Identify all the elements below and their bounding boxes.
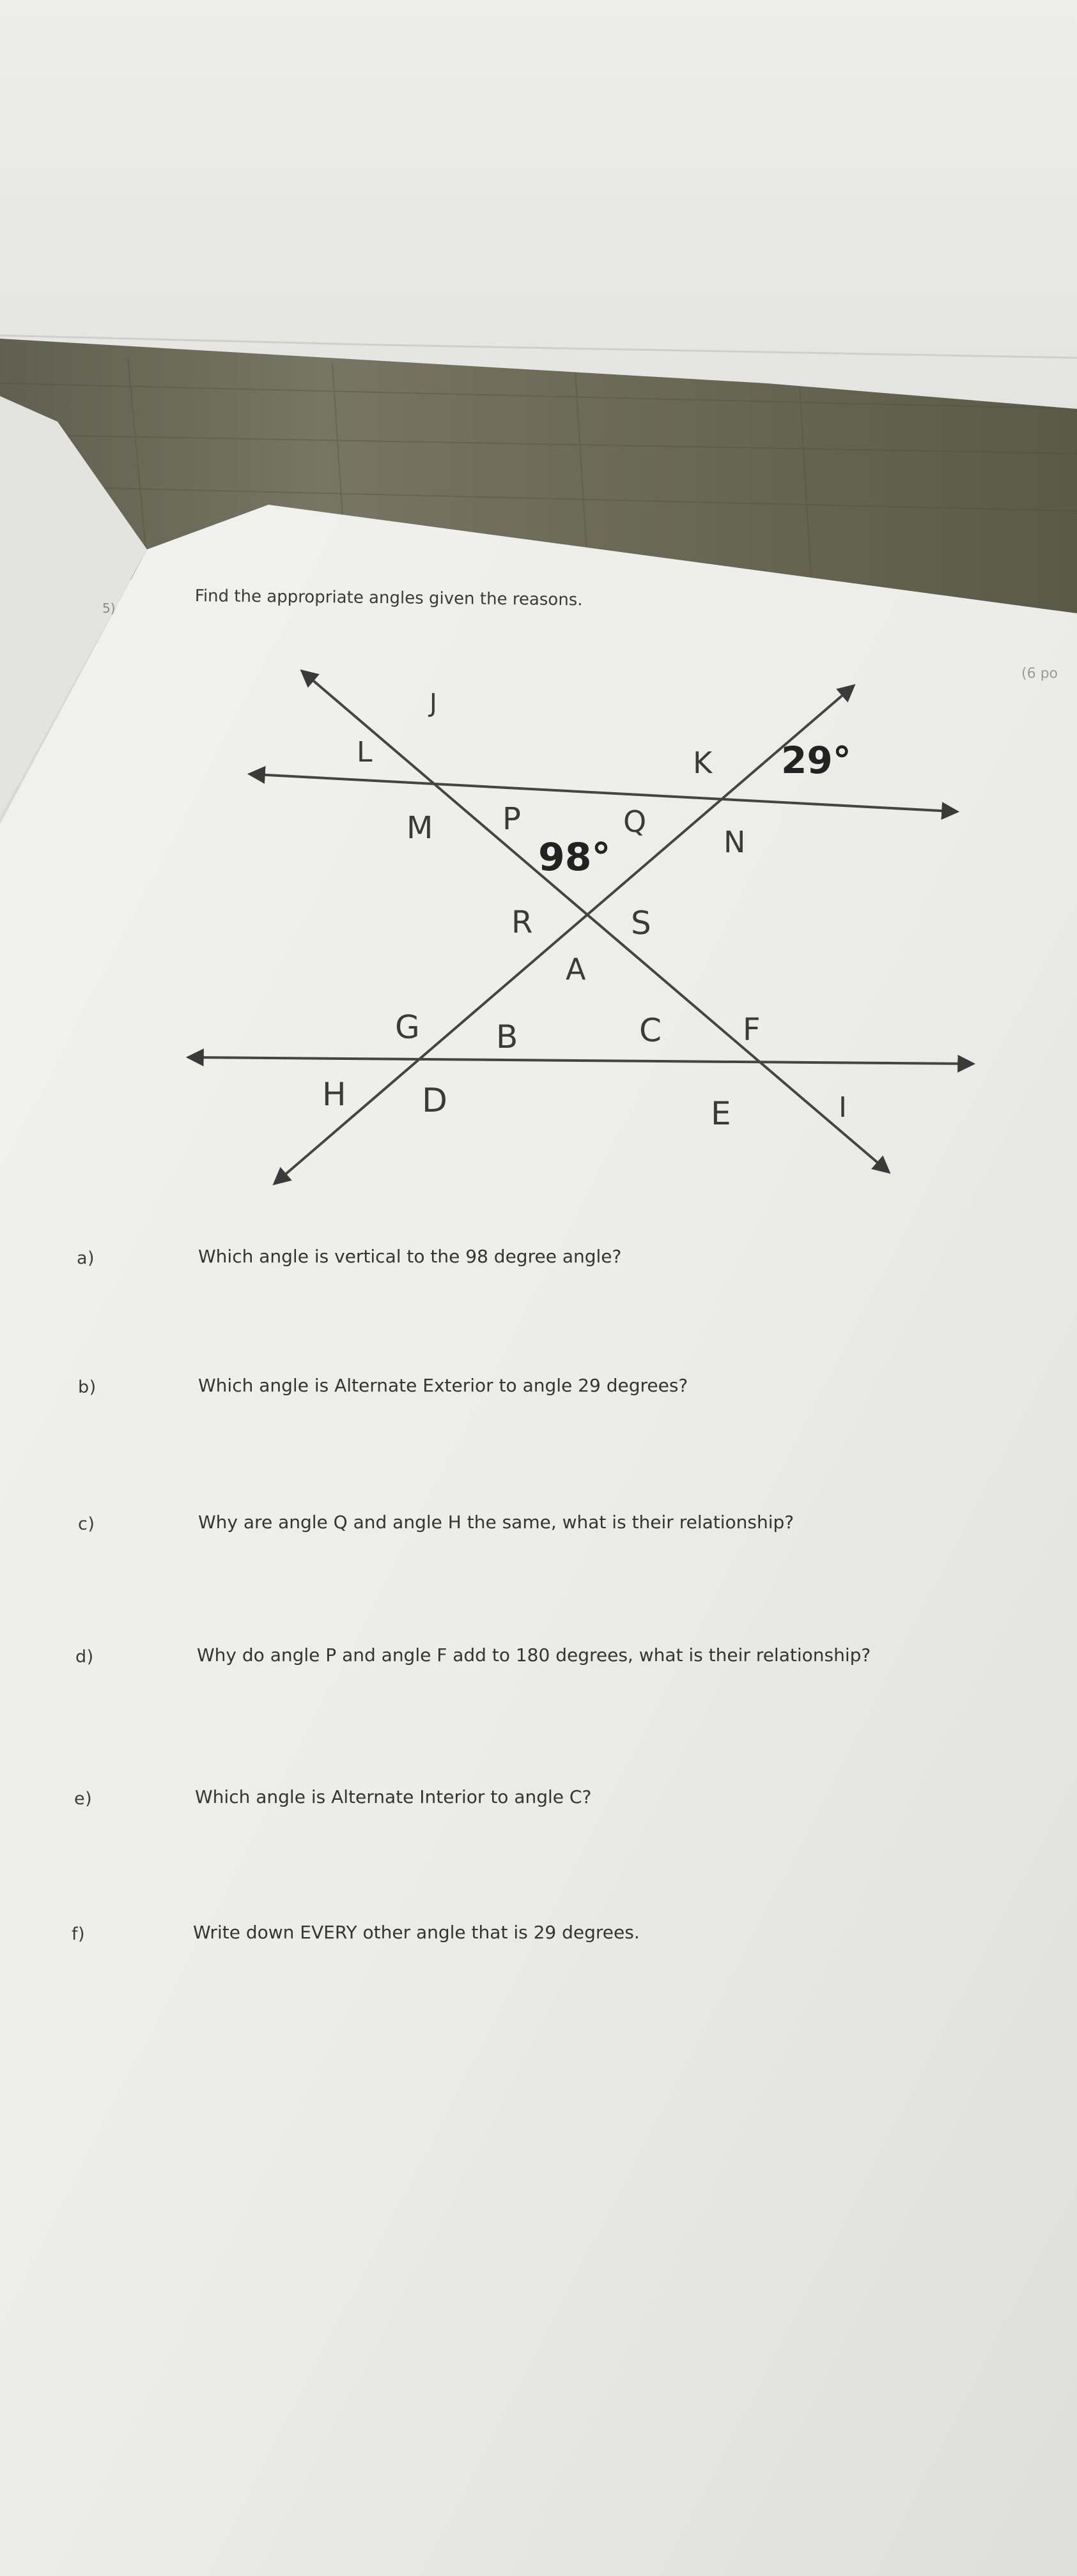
angle-label-I: I bbox=[839, 1091, 847, 1124]
question-text-f: Write down EVERY other angle that is 29 degrees. bbox=[193, 1922, 640, 1943]
angle-label-F: F bbox=[743, 1012, 761, 1048]
angle-label-L: L bbox=[357, 736, 373, 769]
angle-label-E: E bbox=[711, 1095, 731, 1132]
angle-label-Q: Q bbox=[623, 804, 647, 839]
question-text-c: Why are angle Q and angle H the same, what is their relationship? bbox=[198, 1512, 794, 1533]
question-letter-c: c) bbox=[78, 1514, 95, 1534]
angle-label-S: S bbox=[631, 905, 651, 942]
angle-label-P: P bbox=[502, 801, 521, 837]
angle-label-H: H bbox=[322, 1076, 346, 1113]
angle-label-A: A bbox=[566, 952, 586, 986]
angle-label-R: R bbox=[511, 905, 533, 940]
question-text-e: Which angle is Alternate Interior to angle C? bbox=[195, 1786, 592, 1807]
angle-label-M: M bbox=[407, 810, 433, 846]
angle-label-D: D bbox=[422, 1082, 448, 1120]
angle-label-K: K bbox=[693, 746, 713, 780]
question-text-b: Which angle is Alternate Exterior to angle 29 degrees? bbox=[198, 1375, 688, 1396]
question-letter-f: f) bbox=[72, 1924, 86, 1944]
parallel-line-bottom bbox=[193, 1057, 968, 1064]
question-letter-e: e) bbox=[74, 1789, 93, 1809]
points-note: (6 po bbox=[1021, 666, 1058, 682]
question-letter-d: d) bbox=[75, 1647, 94, 1667]
question-text-a: Which angle is vertical to the 98 degree angle? bbox=[198, 1246, 622, 1267]
question-letter-a: a) bbox=[77, 1248, 95, 1268]
instruction-text: Find the appropriate angles given the reasons. bbox=[194, 586, 583, 610]
angle-label-B: B bbox=[496, 1018, 518, 1055]
angle-label-J: J bbox=[430, 689, 437, 718]
question-text-d: Why do angle P and angle F add to 180 degrees, what is their relationship? bbox=[197, 1644, 871, 1666]
question-letter-b: b) bbox=[78, 1377, 97, 1397]
angle-label-G: G bbox=[395, 1009, 420, 1046]
angle-label-C: C bbox=[639, 1012, 662, 1049]
question-number: 5) bbox=[102, 601, 116, 616]
given-angle-29: 29° bbox=[781, 739, 851, 782]
given-angle-98: 98° bbox=[538, 835, 611, 880]
angle-label-N: N bbox=[724, 825, 746, 859]
